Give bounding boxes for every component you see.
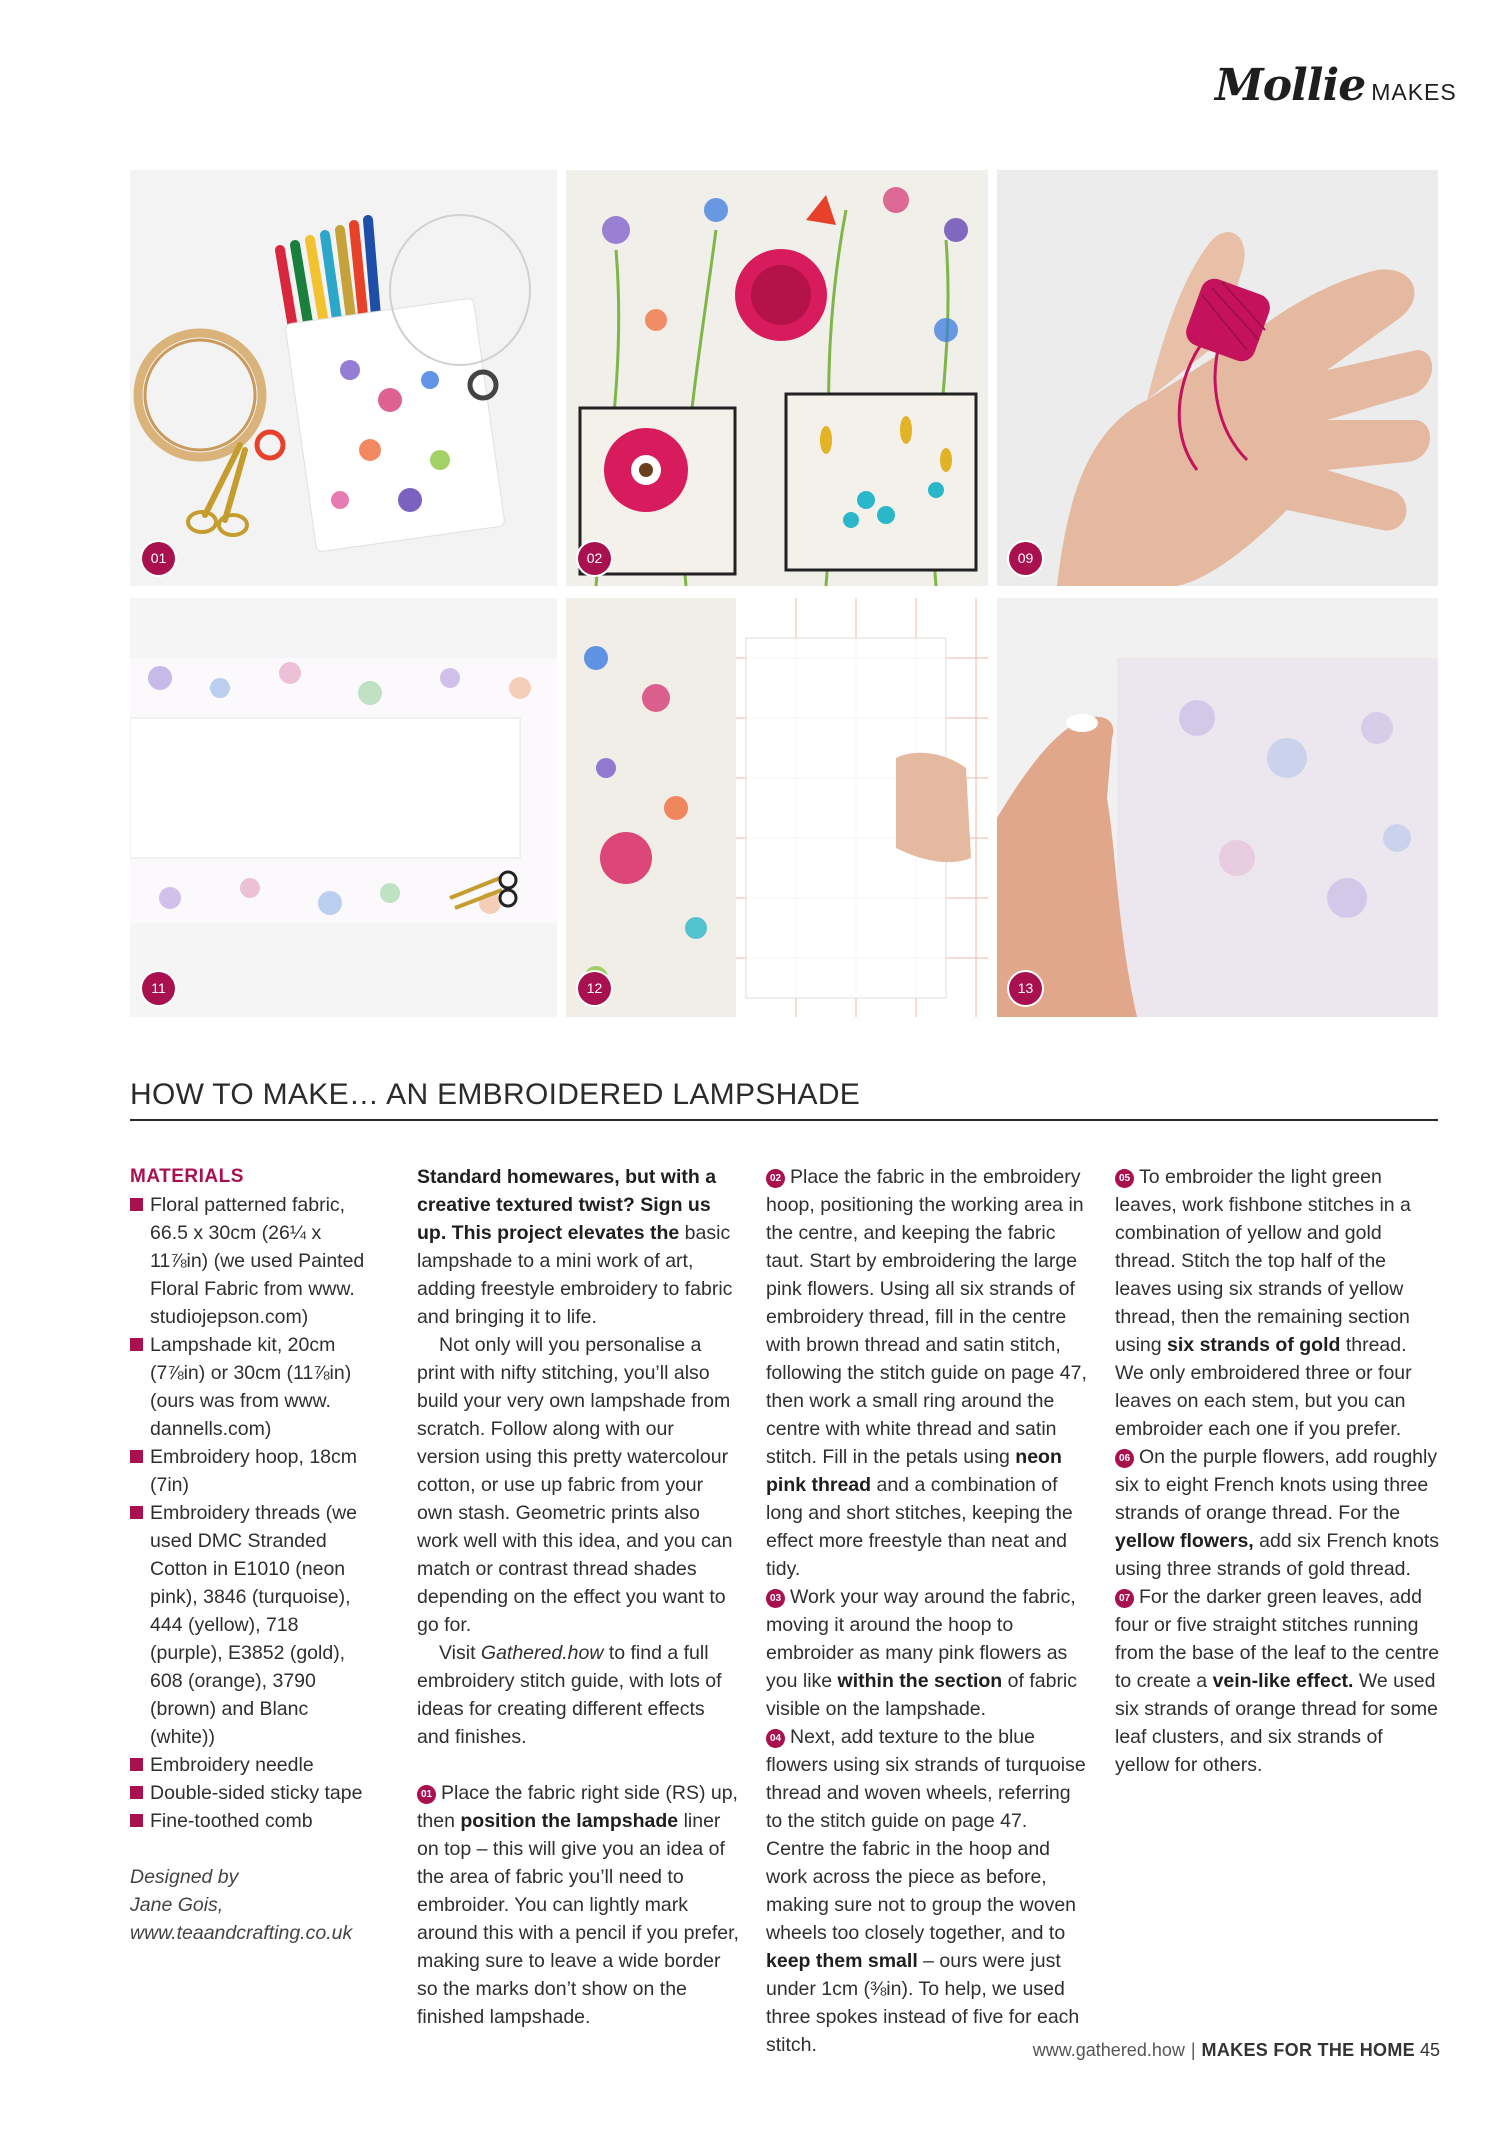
step-number-icon: 06: [1115, 1449, 1134, 1468]
fabric-tape-grid-photo: [566, 598, 988, 1017]
intro-lead: Standard homewares, but with a creative textured twist? Sign us up. This project elevates the: [417, 1166, 717, 1244]
step-02: 02 Place the fabric in the embroidery hoop, positioning the working area in the centre, and keeping the fabric taut. Start by embroidering the large pink flowers. Using all six strands of embroidery thread, fill in the centre with brown thread and satin stitch, following the stitch guide on page 47, then work a small ring around the centre with white thread and satin stitch. Fill in the petals using neon pink thread and a combination of long and short stitches, keeping the effect more freestyle than neat and tidy.: [766, 1166, 1087, 1580]
step-number-icon: 03: [766, 1589, 785, 1608]
step-03: 03 Work your way around the fabric, moving it around the hoop to embroider as many pink flowers as you like within the section of fabric visible on the lampshade.: [766, 1586, 1078, 1720]
material-item: Fine-toothed comb: [130, 1807, 375, 1835]
hand-rolling-lampshade-photo: [997, 598, 1438, 1017]
footer-separator: |: [1190, 2040, 1196, 2060]
instructions-column-1: [417, 1163, 742, 2031]
section-heading: HOW TO MAKE… AN EMBROIDERED LAMPSHADE: [130, 1075, 1438, 1121]
bullet-square-icon: [130, 1814, 143, 1827]
magazine-masthead: [1215, 60, 1457, 111]
step-number-icon: 02: [766, 1169, 785, 1188]
thread-wrapped-fingers-photo: [997, 170, 1438, 586]
bullet-square-icon: [130, 1338, 143, 1351]
bullet-square-icon: [130, 1450, 143, 1463]
step-badge: 11: [142, 972, 175, 1005]
material-item: Embroidery hoop, 18cm (7in): [130, 1443, 375, 1499]
step-number-icon: 04: [766, 1729, 785, 1748]
material-item: Lampshade kit, 20cm (7⅞in) or 30cm (11⅞in) (ours was from www. dannells.com): [130, 1331, 375, 1443]
bullet-square-icon: [130, 1758, 143, 1771]
material-item: Embroidery needle: [130, 1751, 375, 1779]
masthead-script: Mollie: [1215, 60, 1366, 111]
intro-paragraph-2: Not only will you personalise a print with nifty stitching, you’ll also build your very own lampshade from scratch. Follow along with our version using this pretty watercolour cotton, or use up fabric from your own stash. Geometric prints also work well with this idea, and you can match or contrast thread shades depending on the effect you want to go for.: [417, 1334, 733, 1636]
instructions-column-2: [766, 1135, 1091, 2059]
step-05: 05 To embroider the light green leaves, work fishbone stitches in a combination of yellow and gold thread. Stitch the top half of the leaves using six strands of yellow thread, then the remaining section using six strands of gold thread. We only embroidered three or four leaves on each stem, but you can embroider each one if you prefer.: [1115, 1166, 1412, 1440]
embroidered-flowers-photo: [566, 170, 988, 586]
page-footer: [1033, 2040, 1440, 2061]
intro-paragraph: Standard homewares, but with a creative textured twist? Sign us up. This project elevates the basic lampshade to a mini work of art, adding freestyle embroidery to fabric and bringing it to life.: [417, 1166, 733, 1328]
step-07: 07 For the darker green leaves, add four or five straight stitches running from the base of the leaf to the centre to create a vein-like effect. We used six strands of orange thread for some leaf clusters, and six strands of yellow for others.: [1115, 1586, 1440, 1776]
step-number-icon: 07: [1115, 1589, 1134, 1608]
step-badge: 02: [578, 542, 611, 575]
step-badge: 09: [1009, 542, 1042, 575]
footer-section: MAKES FOR THE HOME: [1201, 2040, 1415, 2060]
step-number-icon: 01: [417, 1785, 436, 1804]
instructions-column-3: [1115, 1163, 1440, 1779]
step-badge: 12: [578, 972, 611, 1005]
footer-website: www.gathered.how: [1032, 2040, 1185, 2060]
material-item: Embroidery threads (we used DMC Stranded Cotton in E1010 (neon pink), 3846 (turquoise), 444 (yellow), 718 (purple), E3852 (gold), 608 (orange), 3790 (brown) and Blanc (white)): [130, 1499, 375, 1751]
step-badge: 13: [1009, 972, 1042, 1005]
masthead-word: MAKES: [1371, 79, 1457, 105]
step-04: 04 Next, add texture to the blue flowers using six strands of turquoise thread and woven wheels, referring to the stitch guide on page 47. Centre the fabric in the hoop and work across the piece as before, making sure not to group the woven wheels too closely together, and to keep them small – ours were just under 1cm (⅜in). To help, we used three spokes instead of five for each stitch.: [766, 1726, 1086, 2056]
step-badge: 01: [142, 542, 175, 575]
bullet-square-icon: [130, 1506, 143, 1519]
embroidery-supplies-photo: [130, 170, 557, 586]
intro-paragraph-3: Visit Gathered.how to find a full embroidery stitch guide, with lots of ideas for creating different effects and finishes.: [417, 1642, 722, 1748]
material-item: Double-sided sticky tape: [130, 1779, 375, 1807]
bullet-square-icon: [130, 1198, 143, 1211]
step-number-icon: 05: [1115, 1169, 1134, 1188]
materials-column: [130, 1163, 375, 1947]
fabric-with-liner-photo: [130, 598, 557, 1017]
designer-credit: Designed by Jane Gois, www.teaandcrafting.co.uk: [130, 1866, 353, 1944]
step-01: 01 Place the fabric right side (RS) up, then position the lampshade liner on top – this will give you an idea of the area of fabric you’ll need to embroider. You can lightly mark around this with a pencil if you prefer, making sure to leave a wide border so the marks don’t show on the finished lampshade.: [417, 1782, 739, 2028]
page-number: 45: [1419, 2040, 1440, 2060]
materials-title: MATERIALS: [130, 1166, 244, 1187]
step-06: 06 On the purple flowers, add roughly six to eight French knots using three strands of orange thread. For the yellow flowers, add six French knots using three strands of gold thread.: [1115, 1446, 1440, 1580]
bullet-square-icon: [130, 1786, 143, 1799]
website-reference: Gathered.how: [480, 1642, 604, 1664]
material-item: Floral patterned fabric, 66.5 x 30cm (26¼ x 11⅞in) (we used Painted Floral Fabric from www. studiojepson.com): [130, 1191, 375, 1331]
